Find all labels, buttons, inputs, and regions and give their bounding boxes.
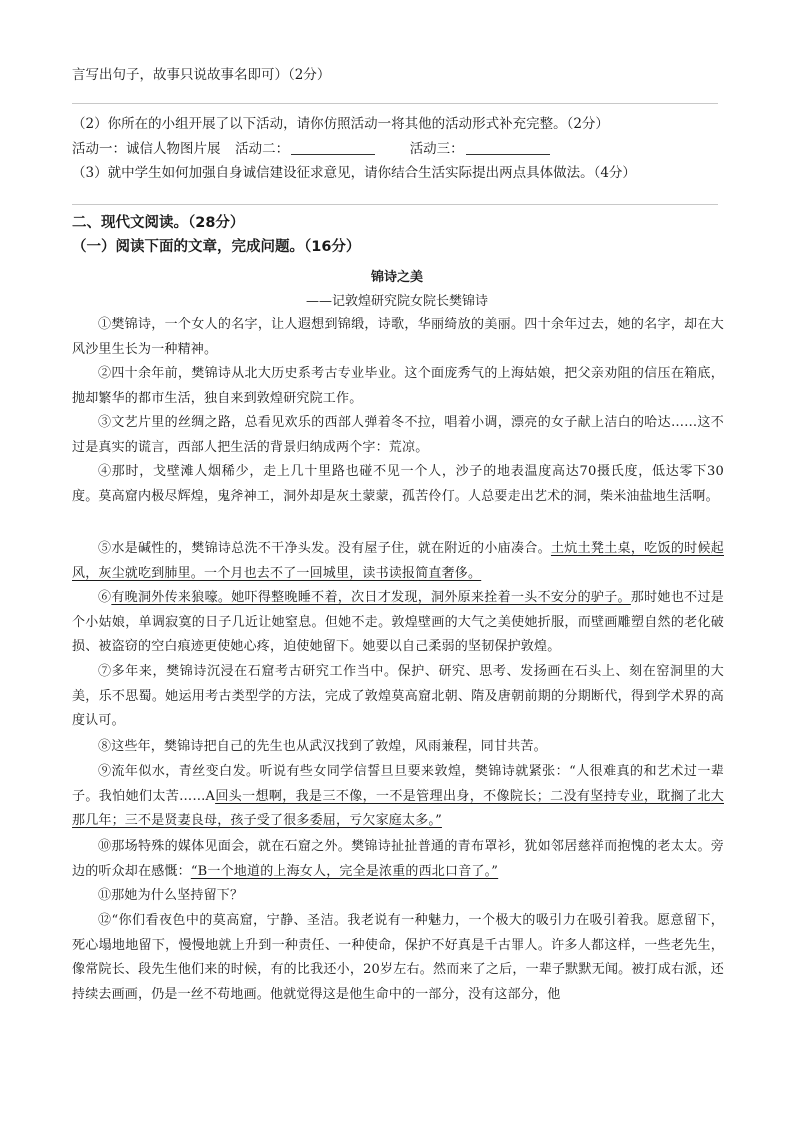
question-2: （2）你所在的小组开展了以下活动，请你仿照活动一将其他的活动形式补充完整。（2分）: [72, 116, 609, 132]
activity-3-blank[interactable]: [466, 140, 550, 155]
paragraph-6: ⑥有晚洞外传来狼嚎。她吓得整晚睡不着，次日才发现，洞外原来拴着一头不安分的驴子。那时她也不过是个小姑娘，单调寂寞的日子几近让她窒息。但她不走。敦煌壁画的大气之美使她折服，而壁画雕塑自然的老化破损、被盗窃的空白痕迹更使她心疼，迫使她留下。她要以自己柔弱的坚韧保护敦煌。: [72, 590, 724, 654]
paragraph-3: ③文艺片里的丝绸之路，总看见欢乐的西部人弹着冬不拉，唱着小调，漂亮的女子献上洁白的哈达……这不过是真实的谎言，西部人把生活的背景归纳成两个字：荒凉。: [72, 415, 724, 455]
sub-section-heading: （一）阅读下面的文章，完成问题。（16分）: [72, 239, 361, 255]
activity-2-blank[interactable]: [291, 140, 375, 155]
answer-line: [72, 103, 718, 104]
paragraph-4: ④那时，戈壁滩人烟稀少，走上几十里路也碰不见一个人，沙子的地表温度高达70摄氏度，低达零下30度。莫高窟内极尽辉煌，鬼斧神工，洞外却是灰土蒙蒙，孤苦伶仃。人总要走出艺术的洞，柴米油盐地生活啊。: [72, 464, 724, 504]
underlined-sentence: 回头一想啊，我是三不像，一不是管理出身，不像院长；二没有坚持专业，耽搁了北大那几年；三不是贤妻良母，孩子受了很多委屈，亏欠家庭太多。”: [72, 788, 724, 828]
paragraph-1: ①樊锦诗，一个女人的名字，让人遐想到锦缎，诗歌，华丽绮放的美丽。四十余年过去，她的名字，却在大风沙里生长为一种精神。: [72, 317, 724, 357]
paragraph-2: ②四十余年前，樊锦诗从北大历史系考古专业毕业。这个面庞秀气的上海姑娘，把父亲劝阻的信压在箱底，抛却繁华的都市生活，独自来到敦煌研究院工作。: [72, 366, 724, 406]
underlined-sentence: 有晚洞外传来狼嚎。她吓得整晚睡不着，次日才发现，洞外原来拴着一头不安分的驴子。: [111, 590, 631, 605]
question-3: （3）就中学生如何加强自身诚信建设征求意见，请你结合生活实际提出两点具体做法。（4分）: [72, 165, 636, 181]
activity-1: 活动一：诚信人物图片展: [72, 141, 221, 157]
paragraph-7: ⑦多年来，樊锦诗沉浸在石窟考古研究工作当中。保护、研究、思考、发扬画在石头上、刻在窑洞里的大美，乐不思蜀。她运用考古类型学的方法，完成了敦煌莫高窟北朝、隋及唐朝前期的分期断代，得到学术界的高度认可。: [72, 664, 724, 728]
article-title: 锦诗之美: [370, 270, 423, 285]
activities-row: [72, 140, 722, 158]
paragraph-9: ⑨流年似水，青丝变白发。听说有些女同学信誓旦旦要来敦煌，樊锦诗就紧张：“人很难真的和艺术过一辈子。我怕她们太苦……A回头一想啊，我是三不像，一不是管理出身，不像院长；二没有坚持专业，耽搁了北大那几年；三不是贤妻良母，孩子受了很多委屈，亏欠家庭太多。”: [72, 764, 724, 828]
question-continuation: 言写出句子，故事只说故事名即可）（2分）: [72, 67, 331, 83]
paragraph-10: ⑩那场特殊的媒体见面会，就在石窟之外。樊锦诗扯扯普通的青布罩衫，犹如邻居慈祥而抱愧的老太太。旁边的听众却在感慨：“B一个地道的上海女人，完全是浓重的西北口音了。”: [72, 839, 724, 879]
underlined-sentence: “B一个地道的上海女人，完全是浓重的西北口音了。”: [190, 863, 499, 879]
section-heading: 二、现代文阅读。（28分）: [72, 215, 245, 231]
paragraph-11: ⑪那她为什么坚持留下？: [98, 888, 244, 903]
paragraph-12: ⑫“你们看夜色中的莫高窟，宁静、圣洁。我老说有一种魅力，一个极大的吸引力在吸引着我。愿意留下，死心塌地地留下，慢慢地就上升到一种责任、一种使命，保护不好真是千古罪人。许多人都这样，一些老先生，像常院长、段先生他们来的时候，有的比我还小，20岁左右。然而来了之后，一辈子默默无闻。被打成右派，还持续去画画，仍是一丝不苟地画。他就觉得这是他生命中的一部分，没有这部分，他: [72, 913, 724, 1002]
paragraph-8: ⑧这些年，樊锦诗把自己的先生也从武汉找到了敦煌，风雨兼程，同甘共苦。: [98, 739, 547, 754]
underlined-sentence: 土炕土凳土桌，吃饭的时候起风，灰尘就吃到肺里。一个月也去不了一回城里，读书读报简直奢侈。: [72, 541, 724, 581]
activity-2-label: 活动二：: [235, 141, 290, 157]
answer-line: [72, 204, 718, 205]
paragraph-5: ⑤水是碱性的，樊锦诗总洗不干净头发。没有屋子住，就在附近的小庙凑合。土炕土凳土桌，吃饭的时候起风，灰尘就吃到肺里。一个月也去不了一回城里，读书读报简直奢侈。: [72, 541, 724, 581]
article-subtitle: ——记敦煌研究院女院长樊锦诗: [305, 294, 488, 309]
activity-3-label: 活动三：: [409, 141, 464, 157]
